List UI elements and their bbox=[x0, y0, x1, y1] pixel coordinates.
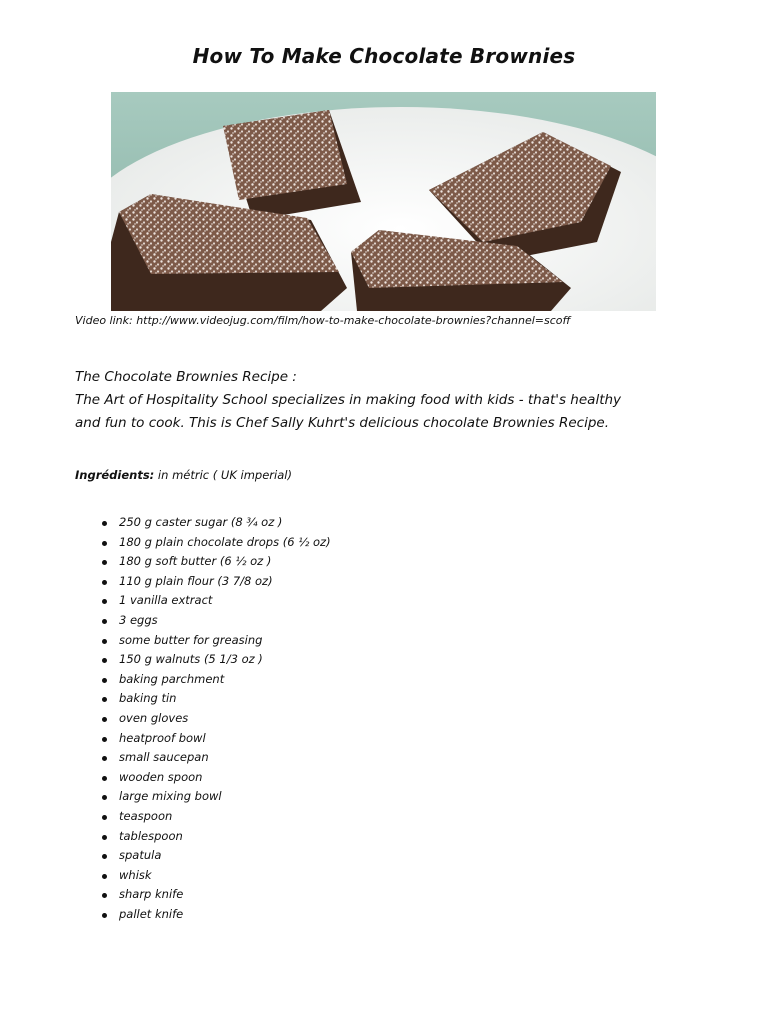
list-item bbox=[75, 689, 331, 709]
list-item bbox=[75, 670, 331, 690]
recipe-description-line-1: The Art of Hospitality School specializes in making food with kids - that's healthy bbox=[75, 392, 622, 408]
ingredient-text: sharp knife bbox=[119, 887, 184, 902]
recipe-description-line-2: and fun to cook. This is Chef Sally Kuhrt's delicious chocolate Brownies Recipe. bbox=[75, 415, 610, 431]
video-link[interactable]: Video link: http://www.videojug.com/film/how-to-make-chocolate-brownies?channel=scoff bbox=[75, 314, 571, 327]
bullet-icon bbox=[102, 913, 107, 918]
ingredients-label: Ingrédients: bbox=[75, 468, 155, 482]
bullet-icon bbox=[102, 815, 107, 820]
recipe-intro bbox=[75, 366, 695, 435]
ingredient-text: small saucepan bbox=[119, 750, 209, 765]
ingredient-text: wooden spoon bbox=[119, 769, 203, 784]
list-item bbox=[75, 885, 331, 905]
list-item bbox=[75, 513, 331, 533]
ingredient-text: some butter for greasing bbox=[119, 632, 263, 647]
bullet-icon bbox=[102, 678, 107, 683]
list-item bbox=[75, 787, 331, 807]
ingredient-text: pallet knife bbox=[119, 906, 184, 921]
list-item bbox=[75, 631, 331, 651]
bullet-icon bbox=[102, 541, 107, 546]
list-item bbox=[75, 748, 331, 768]
list-item bbox=[75, 866, 331, 886]
brownies-photo bbox=[111, 92, 656, 311]
ingredients-heading bbox=[75, 468, 292, 482]
ingredient-text: baking tin bbox=[119, 691, 177, 706]
bullet-icon bbox=[102, 599, 107, 604]
page-title: How To Make Chocolate Brownies bbox=[192, 44, 576, 68]
bullet-icon bbox=[102, 658, 107, 663]
ingredient-text: 250 g caster sugar (8 ¾ oz ) bbox=[119, 515, 283, 529]
list-item bbox=[75, 591, 331, 611]
ingredient-text: 150 g walnuts (5 1/3 oz ) bbox=[119, 652, 263, 667]
list-item bbox=[75, 611, 331, 631]
bullet-icon bbox=[102, 756, 107, 761]
recipe-heading: The Chocolate Brownies Recipe : bbox=[75, 369, 297, 385]
bullet-icon bbox=[102, 737, 107, 742]
bullet-icon bbox=[102, 776, 107, 781]
list-item bbox=[75, 709, 331, 729]
bullet-icon bbox=[102, 697, 107, 702]
ingredient-text: large mixing bowl bbox=[119, 789, 222, 804]
ingredient-text: baking parchment bbox=[119, 671, 225, 686]
bullet-icon bbox=[102, 854, 107, 859]
ingredient-text: teaspoon bbox=[119, 808, 173, 823]
list-item bbox=[75, 846, 331, 866]
bullet-icon bbox=[102, 795, 107, 800]
bullet-icon bbox=[102, 560, 107, 565]
ingredient-text: 3 eggs bbox=[119, 612, 158, 627]
bullet-icon bbox=[102, 639, 107, 644]
ingredient-text: 1 vanilla extract bbox=[119, 593, 213, 608]
ingredient-text: 110 g plain flour (3 7/8 oz) bbox=[119, 573, 273, 588]
ingredient-text: tablespoon bbox=[119, 828, 183, 843]
bullet-icon bbox=[102, 874, 107, 879]
ingredient-text: spatula bbox=[119, 848, 162, 863]
list-item bbox=[75, 650, 331, 670]
ingredient-text: 180 g soft butter (6 ½ oz ) bbox=[119, 554, 272, 569]
list-item bbox=[75, 768, 331, 788]
list-item bbox=[75, 905, 331, 925]
bullet-icon bbox=[102, 893, 107, 898]
list-item bbox=[75, 552, 331, 572]
bullet-icon bbox=[102, 580, 107, 585]
ingredient-text: 180 g plain chocolate drops (6 ½ oz) bbox=[119, 534, 331, 549]
bullet-icon bbox=[102, 619, 107, 624]
bullet-icon bbox=[102, 717, 107, 722]
list-item bbox=[75, 533, 331, 553]
list-item bbox=[75, 572, 331, 592]
bullet-icon bbox=[102, 521, 107, 526]
list-item bbox=[75, 807, 331, 827]
list-item bbox=[75, 729, 331, 749]
ingredient-text: heatproof bowl bbox=[119, 730, 206, 745]
ingredient-list bbox=[75, 513, 331, 924]
ingredients-units: in métric ( UK imperial) bbox=[154, 468, 292, 482]
bullet-icon bbox=[102, 835, 107, 840]
ingredient-text: oven gloves bbox=[119, 710, 189, 725]
ingredient-text: whisk bbox=[119, 867, 152, 882]
list-item bbox=[75, 827, 331, 847]
